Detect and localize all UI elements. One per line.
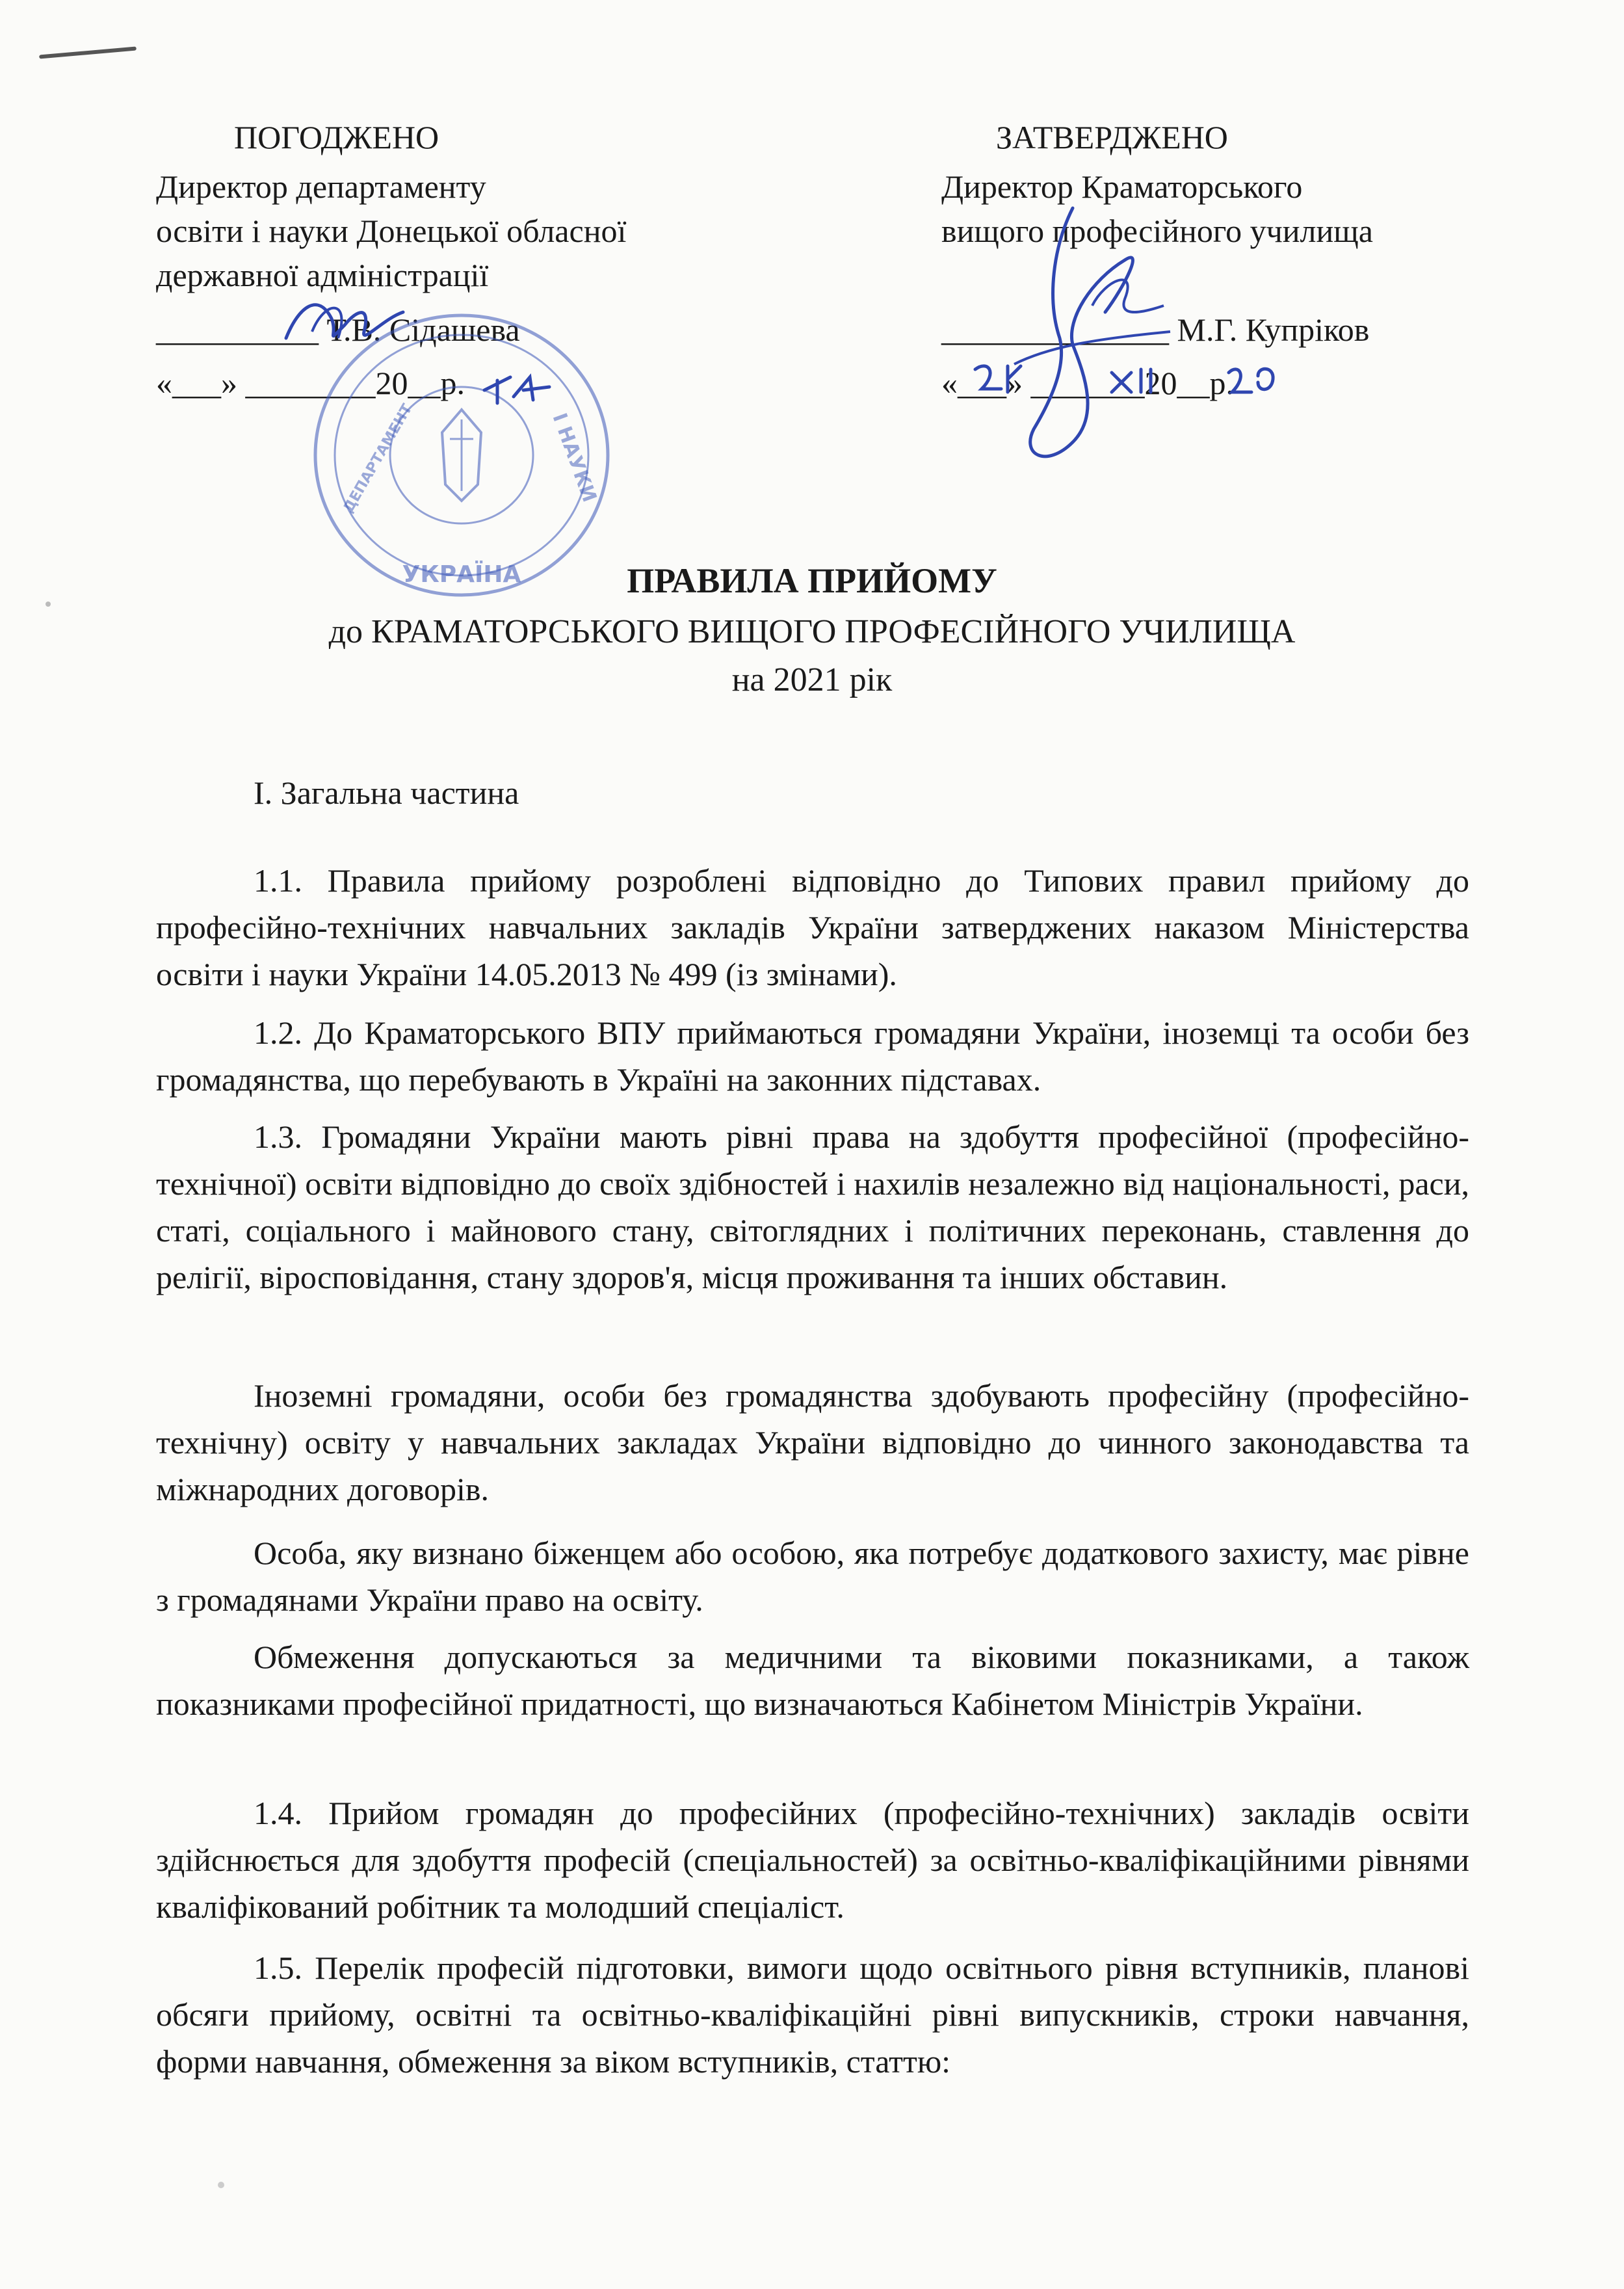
paragraph-1-1: 1.1. Правила прийому розроблені відповідно до Типових правил прийому до професійно-технічних навчальних закладів України затверджених наказом Міністерства освіти і науки України 14.05.2013 № 499 (із змінами). xyxy=(156,862,1469,992)
document-year: на 2021 рік xyxy=(731,661,893,698)
document-title: ПРАВИЛА ПРИЙОМУ xyxy=(627,561,997,600)
paragraph-refugees: Особа, яку визнано біженцем або особою, яка потребує додаткового захисту, має рівне з громадянами України право на освіту. xyxy=(156,1535,1469,1618)
svg-text:І НАУКИ: І НАУКИ xyxy=(547,410,601,505)
approver-signature-line: __________ Т.В. Сідашева xyxy=(156,311,520,348)
approver-position-line1: Директор департаменту xyxy=(156,168,486,205)
paragraph-restrictions: Обмеження допускаються за медичними та віковими показниками, а також показниками професійної придатності, що визначаються Кабінетом Міністрів України. xyxy=(156,1639,1469,1722)
confirmer-position-line2: вищого професійного училища xyxy=(941,213,1373,249)
scan-mark xyxy=(39,46,137,59)
confirmer-signature-line: ______________ М.Г. Купріков xyxy=(941,311,1370,348)
paragraph-foreigners: Іноземні громадяни, особи без громадянства здобувають професійну (професійно-технічну) освіту у навчальних закладах України відповідно до чинного законодавства та міжнародних договорів. xyxy=(156,1377,1469,1507)
confirm-caption: ЗАТВЕРДЖЕНО xyxy=(996,119,1228,155)
section-heading: І. Загальна частина xyxy=(254,774,519,811)
paragraph-1-2: 1.2. До Краматорського ВПУ приймаються громадяни України, іноземці та особи без громадянства, що перебувають в Україні на законних підставах. xyxy=(156,1014,1469,1098)
scan-dot xyxy=(218,2182,224,2188)
approver-position-line3: державної адміністрації xyxy=(156,257,489,293)
approver-position-line2: освіти і науки Донецької обласної xyxy=(156,213,627,249)
stamp-text: УКРАЇНА xyxy=(402,561,521,588)
scan-dot xyxy=(46,602,51,607)
approval-caption: ПОГОДЖЕНО xyxy=(234,119,439,155)
paragraph-1-4: 1.4. Прийом громадян до професійних (професійно-технічних) закладів освіти здійснюється для здобуття професій (спеціальностей) за освітньо-кваліфікаційними рівнями кваліфікований робітник та молодший спеціаліст. xyxy=(156,1795,1469,1925)
svg-text:ДЕПАРТАМЕНТ: ДЕПАРТАМЕНТ xyxy=(340,401,416,516)
initials-left xyxy=(478,364,556,410)
confirmer-date-line: «___» _______20__р. xyxy=(941,365,1234,401)
paragraph-1-3: 1.3. Громадяни України мають рівні права на здобуття професійної (професійно-технічної) освіти відповідно до своїх здібностей і нахилів незалежно від національності, раси, статі, соціального і майнового стану, світоглядних і політичних переконань, ставлення до релігії, віросповідання, стану здоров'я, місця проживання та інших обставин. xyxy=(156,1118,1469,1295)
paragraph-1-5: 1.5. Перелік професій підготовки, вимоги щодо освітнього рівня вступників, планові обсяги прийому, освітні та освітньо-кваліфікаційні рівні випускників, строки навчання, форми навчання, обмеження за віком вступників, статтю: xyxy=(156,1950,1469,2080)
document-subtitle: до КРАМАТОРСЬКОГО ВИЩОГО ПРОФЕСІЙНОГО УЧИЛИЩА xyxy=(328,613,1296,650)
approver-date-line: «___» ________20__р. xyxy=(156,365,465,401)
confirmer-position-line1: Директор Краматорського xyxy=(941,168,1303,205)
